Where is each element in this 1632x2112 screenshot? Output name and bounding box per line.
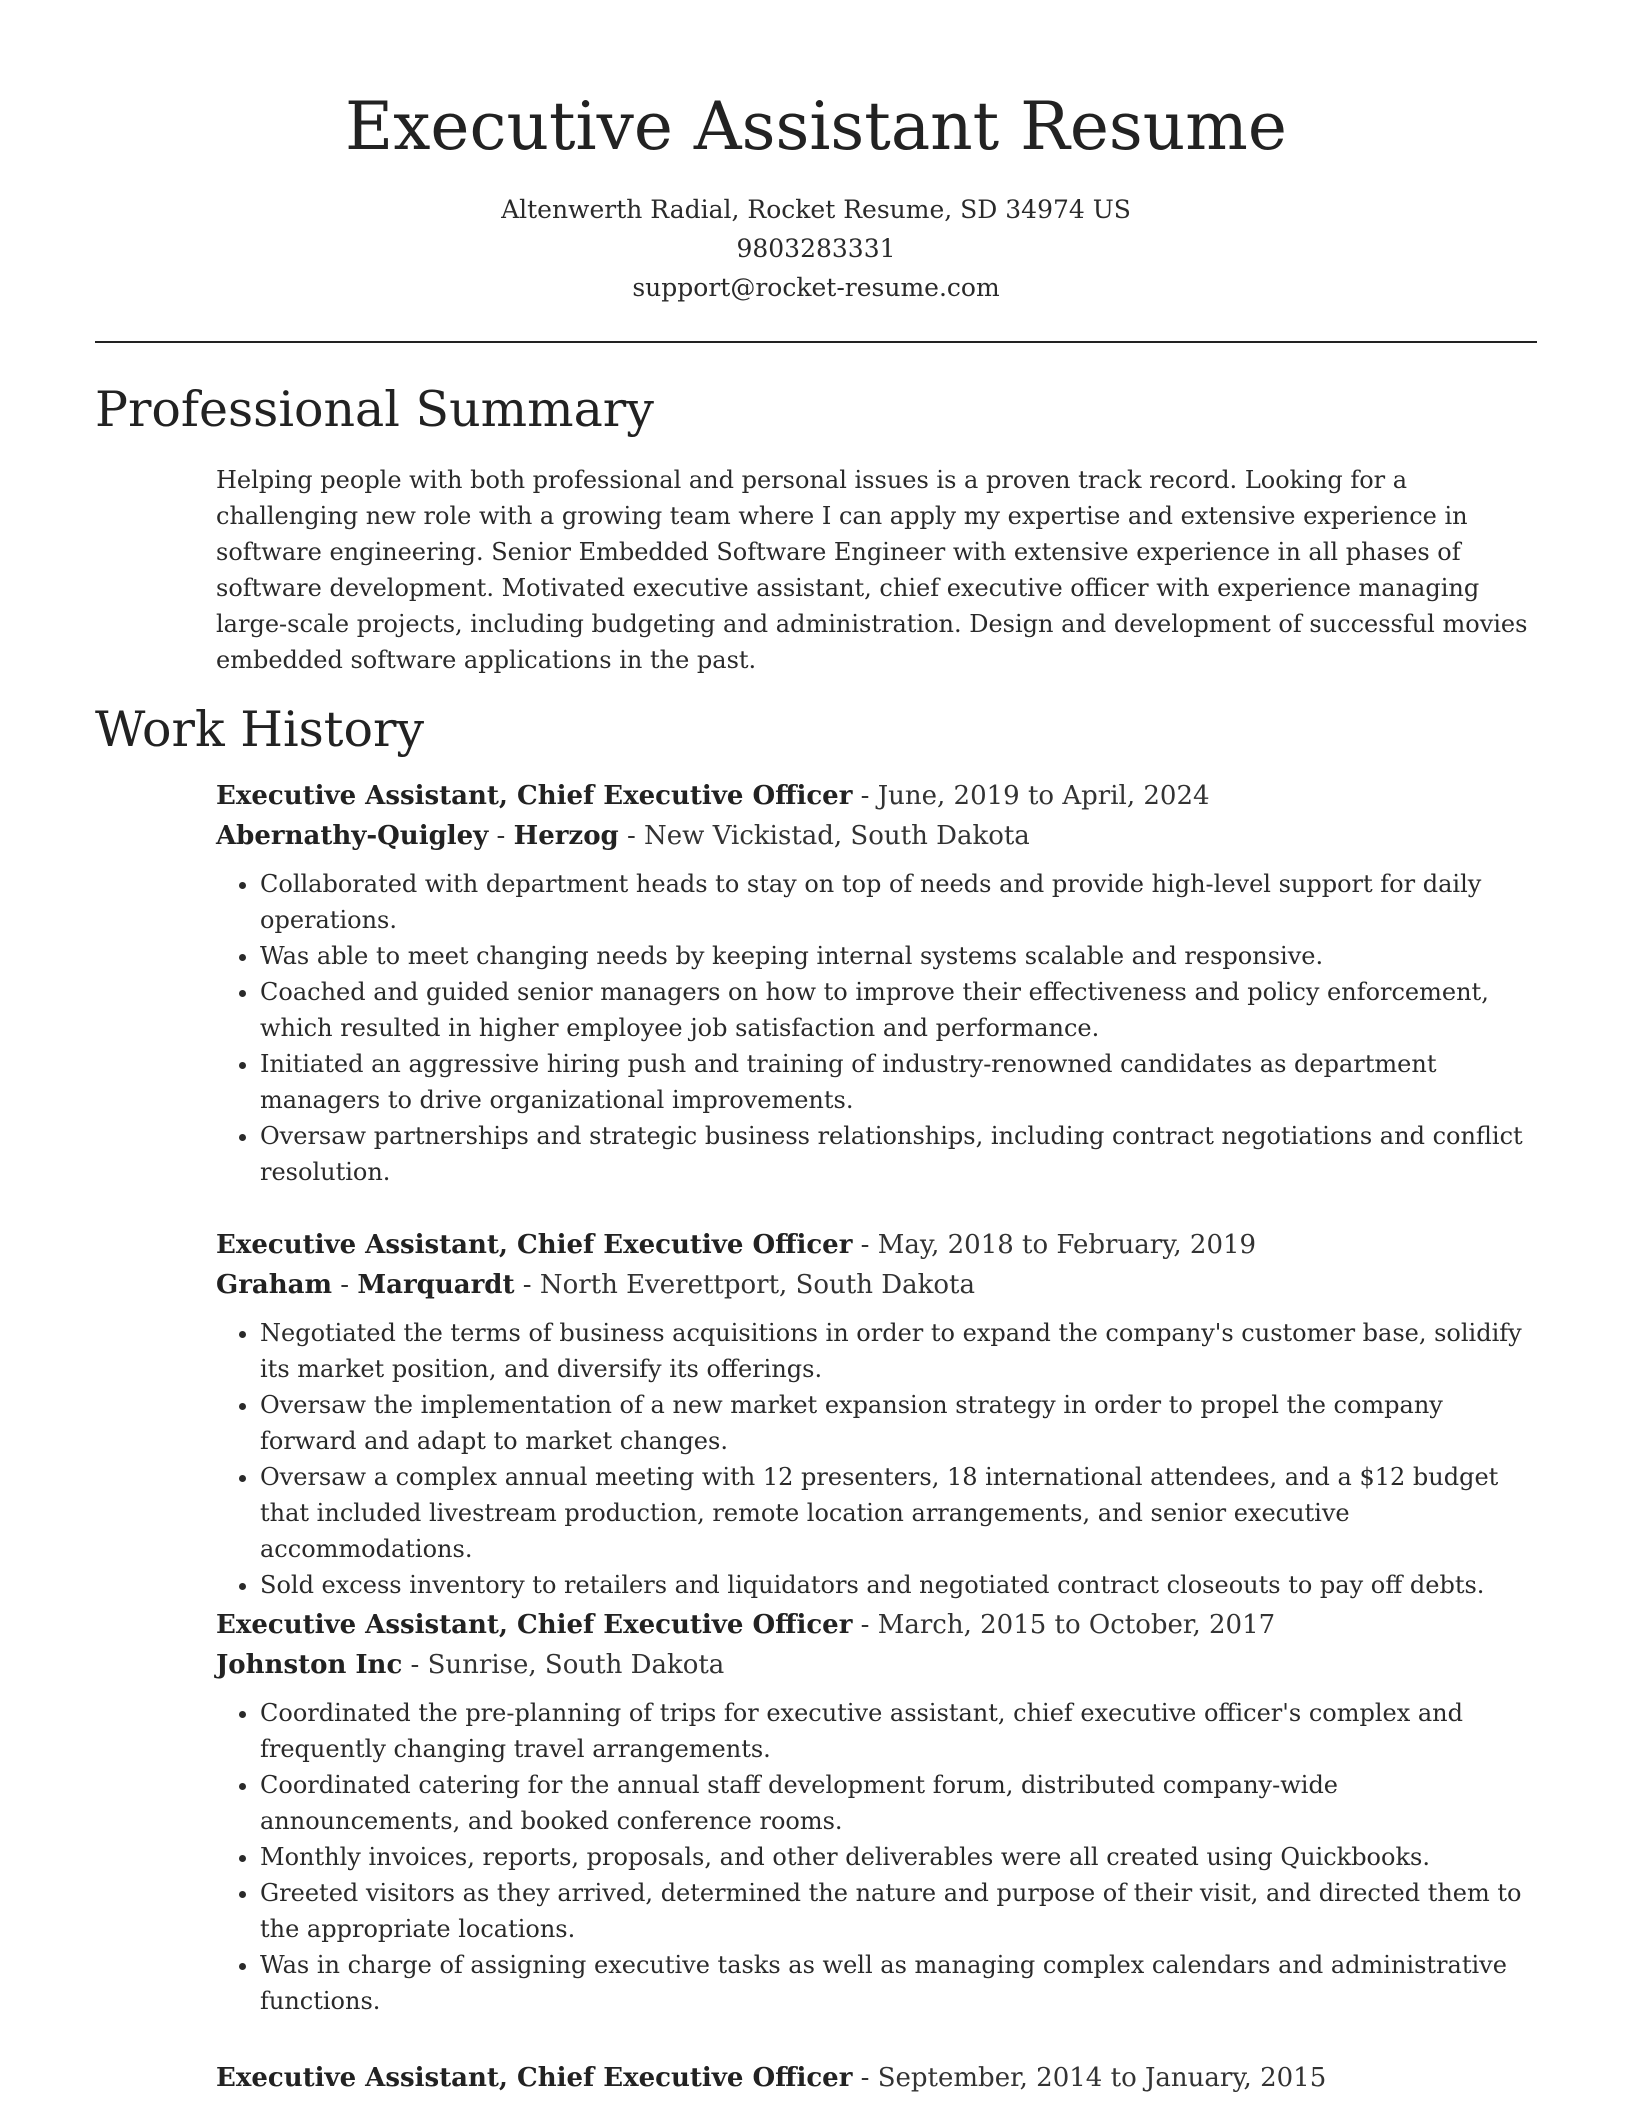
header-divider [95, 341, 1537, 343]
professional-summary-text: Helping people with both professional and personal issues is a proven track record. Looking for a challenging new role with a growing team where I can apply my expertise and extensive experience in software engineering. Senior Embedded Software Engineer with extensive experience in all phases of software development. Motivated executive assistant, chief executive officer with experience managing large-scale projects, including budgeting and administration. Design and development of successful movies embedded software applications in the past. [216, 466, 1528, 674]
job-title: Executive Assistant, Chief Executive Officer [216, 1610, 853, 1640]
job-bullet: • Was able to meet changing needs by keeping internal systems scalable and responsive. [260, 938, 1538, 974]
separator: - [852, 781, 878, 811]
job-entry [216, 1225, 1538, 1603]
separator: - [514, 1270, 540, 1300]
job-bullet: • Coached and guided senior managers on how to improve their effectiveness and policy enforcement, which resulted in higher employee job satisfaction and performance. [260, 974, 1538, 1046]
job-bullets [216, 866, 1538, 1190]
separator: - [852, 2063, 878, 2093]
job-bullet: • Was in charge of assigning executive tasks as well as managing complex calendars and administrative functions. [260, 1947, 1538, 2019]
contact-address: Altenwerth Radial, Rocket Resume, SD 34974 US [501, 195, 1131, 224]
job-dates: March, 2015 to October, 2017 [877, 1610, 1276, 1640]
contact-block [0, 190, 1632, 307]
separator: - [618, 821, 645, 851]
job-dates: September, 2014 to January, 2015 [877, 2063, 1327, 2093]
job-bullet: • Oversaw partnerships and strategic business relationships, including contract negotiations and conflict resolution. [260, 1118, 1538, 1190]
separator: - [852, 1610, 878, 1640]
job-entry [216, 1605, 1538, 2019]
job-title-line [216, 2058, 1538, 2098]
contact-email: support@rocket-resume.com [632, 273, 1000, 302]
job-bullet: • Coordinated catering for the annual staff development forum, distributed company-wide announcements, and booked conference rooms. [260, 1767, 1538, 1839]
separator: - [852, 1230, 878, 1260]
job-bullet: • Greeted visitors as they arrived, determined the nature and purpose of their visit, and directed them to the appropriate locations. [260, 1875, 1538, 1947]
job-bullet: • Oversaw a complex annual meeting with 12 presenters, 18 international attendees, and a $12 budget that included livestream production, remote location arrangements, and senior executive accommodations. [260, 1459, 1538, 1567]
job-dates: May, 2018 to February, 2019 [877, 1230, 1257, 1260]
job-bullet: • Sold excess inventory to retailers and liquidators and negotiated contract closeouts to pay off debts. [260, 1567, 1538, 1603]
job-company-line [216, 816, 1538, 856]
company-name: Graham [216, 1270, 333, 1300]
job-title-line [216, 1225, 1538, 1265]
job-title-line [216, 1605, 1538, 1645]
contact-phone: 9803283331 [736, 234, 896, 263]
job-location: New Vickistad, South Dakota [644, 821, 1030, 851]
job-company-line [216, 1265, 1538, 1305]
work-history-heading: Work History [95, 701, 425, 758]
job-title: Executive Assistant, Chief Executive Officer [216, 781, 853, 811]
job-bullet: • Negotiated the terms of business acquisitions in order to expand the company's customer base, solidify its market position, and diversify its offerings. [260, 1315, 1538, 1387]
separator: - [332, 1270, 358, 1300]
job-entry [216, 776, 1538, 1190]
job-title: Executive Assistant, Chief Executive Officer [216, 1230, 853, 1260]
job-bullet: • Collaborated with department heads to stay on top of needs and provide high-level support for daily operations. [260, 866, 1538, 938]
job-bullet: • Initiated an aggressive hiring push and training of industry-renowned candidates as department managers to drive organizational improvements. [260, 1046, 1538, 1118]
job-bullets [216, 1315, 1538, 1603]
separator: - [488, 821, 514, 851]
company-name: Johnston Inc [216, 1650, 403, 1680]
job-bullet: • Oversaw the implementation of a new market expansion strategy in order to propel the company forward and adapt to market changes. [260, 1387, 1538, 1459]
job-location: North Everettport, South Dakota [539, 1270, 975, 1300]
professional-summary-heading: Professional Summary [95, 381, 654, 438]
job-title-line [216, 776, 1538, 816]
separator: - [402, 1650, 428, 1680]
job-title: Executive Assistant, Chief Executive Officer [216, 2063, 853, 2093]
job-entry [216, 2058, 1538, 2098]
company-name: Marquardt [357, 1270, 515, 1300]
job-bullets [216, 1695, 1538, 2019]
job-bullet: • Monthly invoices, reports, proposals, and other deliverables were all created using Quickbooks. [260, 1839, 1538, 1875]
company-name: Herzog [513, 821, 619, 851]
job-location: Sunrise, South Dakota [427, 1650, 725, 1680]
job-company-line [216, 1645, 1538, 1685]
job-dates: June, 2019 to April, 2024 [877, 781, 1210, 811]
resume-title: Executive Assistant Resume [345, 88, 1287, 165]
company-name: Abernathy-Quigley [216, 821, 489, 851]
job-bullet: • Coordinated the pre-planning of trips for executive assistant, chief executive officer's complex and frequently changing travel arrangements. [260, 1695, 1538, 1767]
